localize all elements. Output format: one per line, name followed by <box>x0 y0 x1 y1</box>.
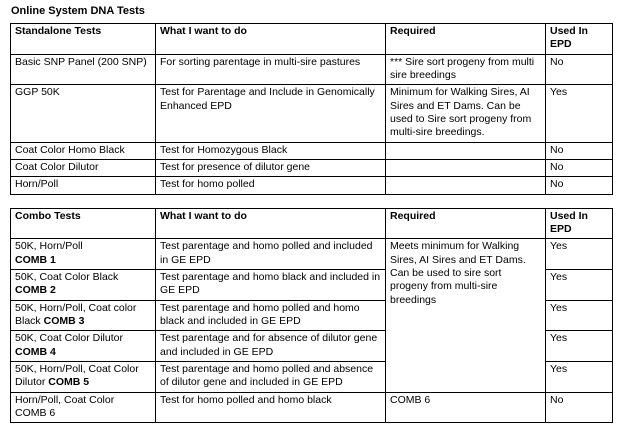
want-cell: Test parentage and homo polled and homo black and included in GE EPD <box>156 300 386 331</box>
want-cell: Test for Parentage and Include in Genomically Enhanced EPD <box>156 85 386 142</box>
required-merged-cell: Meets minimum for Walking Sires, AI Sires and ET Dams. Can be used to sire sort progeny from multi-sire breedings <box>386 239 546 392</box>
table-row <box>11 177 613 194</box>
test-name-cell: Horn/Poll <box>11 177 156 194</box>
want-cell: Test parentage and for absence of dilutor gene and included in GE EPD <box>156 331 386 362</box>
required-cell <box>386 177 546 194</box>
required-cell <box>386 159 546 176</box>
header-used-in-epd: Used In EPD <box>546 208 613 239</box>
table-row <box>11 239 613 270</box>
want-cell: Test parentage and homo polled and absence of dilutor gene and included in GE EPD <box>156 361 386 392</box>
test-name: 50K, Coat Color Black <box>15 270 119 283</box>
epd-cell: Yes <box>546 239 613 270</box>
header-required: Required <box>386 208 546 239</box>
table-row <box>11 159 613 176</box>
test-name-cell <box>11 300 156 331</box>
page-title: Online System DNA Tests <box>11 5 145 17</box>
epd-cell: Yes <box>546 331 613 362</box>
required-cell: Minimum for Walking Sires, AI Sires and ET Dams. Can be used to Sire sort progeny from multi-sire breedings. <box>386 85 546 142</box>
header-required: Required <box>386 24 546 55</box>
epd-cell: Yes <box>546 269 613 300</box>
test-name: 50K, Horn/Poll, Coat Color Dilutor <box>15 362 139 389</box>
test-name-cell: GGP 50K <box>11 85 156 142</box>
header-what-i-want: What I want to do <box>156 208 386 239</box>
want-cell: Test for homo polled and homo black <box>156 392 386 423</box>
comb-label: COMB 6 <box>15 406 56 419</box>
required-cell <box>386 142 546 159</box>
table-row <box>11 142 613 159</box>
comb-label: COMB 4 <box>15 345 56 358</box>
test-name-cell <box>11 269 156 300</box>
header-used-in-epd: Used In EPD <box>546 24 613 55</box>
test-name-cell <box>11 239 156 270</box>
test-name-cell: Basic SNP Panel (200 SNP) <box>11 54 156 85</box>
required-cell: *** Sire sort progeny from multi sire breedings <box>386 54 546 85</box>
test-name: 50K, Coat Color Dilutor <box>15 332 123 345</box>
want-cell: Test for homo polled <box>156 177 386 194</box>
comb-label: COMB 5 <box>48 376 90 389</box>
epd-cell: No <box>546 159 613 176</box>
want-cell: Test parentage and homo polled and included in GE EPD <box>156 239 386 270</box>
required-cell: COMB 6 <box>386 392 546 423</box>
test-name-cell <box>11 331 156 362</box>
test-name: 50K, Horn/Poll, Coat color Black <box>15 301 137 327</box>
comb-label: COMB 1 <box>15 253 56 266</box>
epd-cell: No <box>546 142 613 159</box>
header-combo-tests: Combo Tests <box>11 208 156 239</box>
want-cell: Test for presence of dilutor gene <box>156 159 386 176</box>
comb-label: COMB 3 <box>43 314 85 327</box>
test-name: Horn/Poll, Coat Color <box>15 393 115 406</box>
comb-label: COMB 2 <box>15 284 56 297</box>
table-header-row <box>11 208 613 239</box>
epd-cell: No <box>546 177 613 194</box>
standalone-tests-table <box>10 23 613 195</box>
table-row <box>11 392 613 423</box>
table-row <box>11 85 613 142</box>
epd-cell: Yes <box>546 300 613 331</box>
want-cell: Test parentage and homo black and included in GE EPD <box>156 269 386 300</box>
test-name-cell: Coat Color Dilutor <box>11 159 156 176</box>
test-name-cell <box>11 361 156 392</box>
want-cell: For sorting parentage in multi-sire pastures <box>156 54 386 85</box>
want-cell: Test for Homozygous Black <box>156 142 386 159</box>
epd-cell: Yes <box>546 85 613 142</box>
epd-cell: No <box>546 392 613 423</box>
test-name: 50K, Horn/Poll <box>15 240 83 253</box>
header-standalone-tests: Standalone Tests <box>11 24 156 55</box>
epd-cell: No <box>546 54 613 85</box>
header-what-i-want: What I want to do <box>156 24 386 55</box>
table-separator <box>10 195 612 208</box>
table-row <box>11 54 613 85</box>
table-header-row <box>11 24 613 55</box>
epd-cell: Yes <box>546 361 613 392</box>
test-name-cell: Coat Color Homo Black <box>11 142 156 159</box>
combo-tests-table <box>10 208 613 424</box>
test-name-cell <box>11 392 156 423</box>
